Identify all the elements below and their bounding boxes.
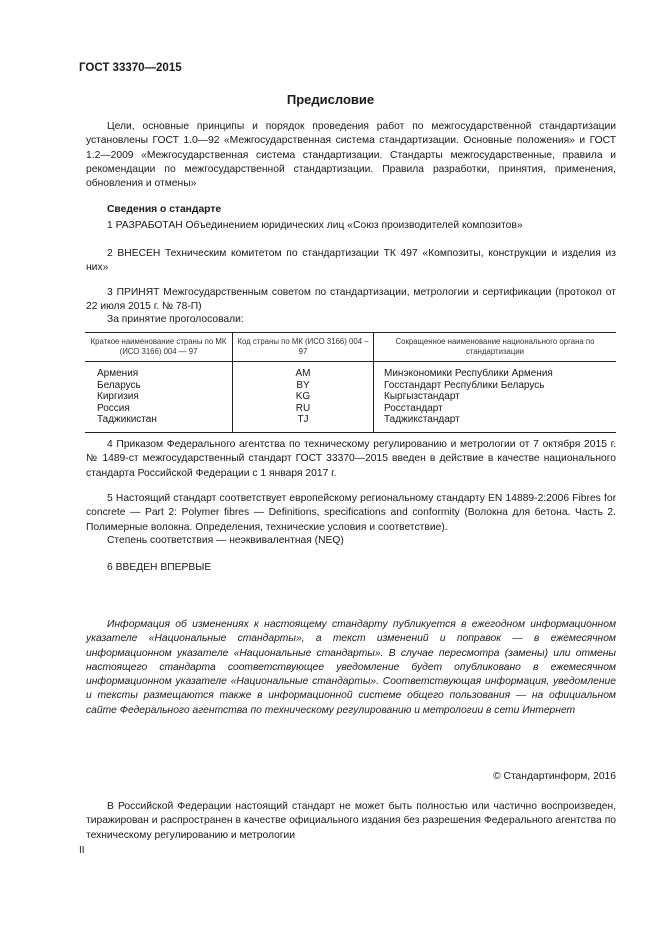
vote-line: За принятие проголосовали:	[107, 314, 244, 325]
rights-notice: В Российской Федерации настоящий стандарт не может быть полностью или частично воспроизведен, тиражирован и распространен в качестве официального издания без разрешения Федерального агентства по техническому регулированию и метрологии	[86, 801, 616, 841]
item-1-developed: 1 РАЗРАБОТАН Объединением юридических лиц «Союз производителей композитов»	[107, 220, 523, 231]
document-header: ГОСТ 33370—2015	[79, 62, 182, 74]
table-cell-body: Кыргызстандарт	[384, 391, 460, 402]
table-cell-code: RU	[233, 403, 374, 415]
table-cell-country: Россия	[85, 403, 233, 415]
voting-countries-table	[85, 332, 616, 433]
item-2-submitted: 2 ВНЕСЕН Техническим комитетом по стандартизации ТК 497 «Композиты, конструкции и изделия из них»	[86, 248, 616, 274]
page-number: II	[79, 845, 85, 856]
table-row	[85, 380, 616, 392]
table-row	[85, 414, 616, 432]
table-cell-country: Таджикистан	[85, 414, 233, 432]
table-cell-country: Беларусь	[85, 380, 233, 392]
table-cell-body: Минэкономики Республики Армения	[384, 368, 553, 379]
table-header-body: Сокращенное наименование национального органа по стандартизации	[374, 333, 617, 362]
table-cell-code: AM	[233, 362, 374, 380]
information-notice: Информация об изменениях к настоящему стандарту публикуется в ежегодном информационном указателе «Национальные стандарты», а текст изменений и поправок — в ежемесячном информационном указателе «Национальные стандарты». В случае пересмотра (замены) или отмены настоящего стандарта соответствующее уведомление будет опубликовано в ежемесячном информационном указателе «Национальные стандарты». Соответствующая информация, уведомление и тексты размещаются также в информационной системе общего пользования — на официальном сайте Федерального агентства по техническому регулированию и метрологии в сети Интернет	[86, 619, 616, 716]
table-cell-body: Госстандарт Республики Беларусь	[384, 379, 545, 391]
table-cell-body: Росстандарт	[384, 402, 443, 414]
table-row	[85, 403, 616, 415]
table-cell-country: Киргизия	[85, 391, 233, 403]
table-header-country: Краткое наименование страны по МК (ИСО 3166) 004 — 97	[85, 333, 233, 362]
table-cell-country: Армения	[85, 362, 233, 380]
intro-paragraph: Цели, основные принципы и порядок проведения работ по межгосударственной стандартизации установлены ГОСТ 1.0—92 «Межгосударственная система стандартизации. Основные положения» и ГОСТ 1.2—2009 «Межгосударственная система стандартизации. Стандарты межгосударственные, правила и рекомендации по межгосударственной стандартизации. Правила разработки, принятия, применения, обновления и отмены»	[86, 121, 616, 190]
copyright-line: © Стандартинформ, 2016	[493, 771, 616, 782]
item-6-introduced: 6 ВВЕДЕН ВПЕРВЫЕ	[107, 562, 212, 573]
table-header-code: Код страны по МК (ИСО 3166) 004 – 97	[233, 333, 374, 362]
table-cell-code: BY	[233, 380, 374, 392]
item-5-conformity: 5 Настоящий стандарт соответствует европейскому региональному стандарту EN 14889-2:2006 Fibres for concrete — Part 2: Polymer fibres — Definitions, specifications and conformity (Волокна для бетона. Часть 2. Полимерные волокна. Определения, технические условия и соответствие).	[86, 493, 616, 533]
about-heading: Сведения о стандарте	[107, 204, 222, 215]
item-4-enacted: 4 Приказом Федерального агентства по техническому регулированию и метрологии от 7 октября 2015 г. № 1489-ст межгосударственный стандарт ГОСТ 33370—2015 введен в действие в качестве национального стандарта Российской Федерации с 1 января 2017 г.	[86, 439, 616, 479]
page-title: Предисловие	[286, 92, 375, 107]
table-row	[85, 391, 616, 403]
item-3-adopted: 3 ПРИНЯТ Межгосударственным советом по стандартизации, метрологии и сертификации (протокол от 22 июля 2015 г. № 78-П)	[86, 287, 616, 313]
table-header-row	[85, 333, 616, 362]
table-row	[85, 362, 616, 380]
table-cell-body: Таджикстандарт	[374, 414, 617, 432]
table-cell-code: KG	[233, 391, 374, 403]
item-5-degree: Степень соответствия — неэквивалентная (NEQ)	[107, 535, 344, 546]
table-cell-code: TJ	[233, 414, 374, 432]
